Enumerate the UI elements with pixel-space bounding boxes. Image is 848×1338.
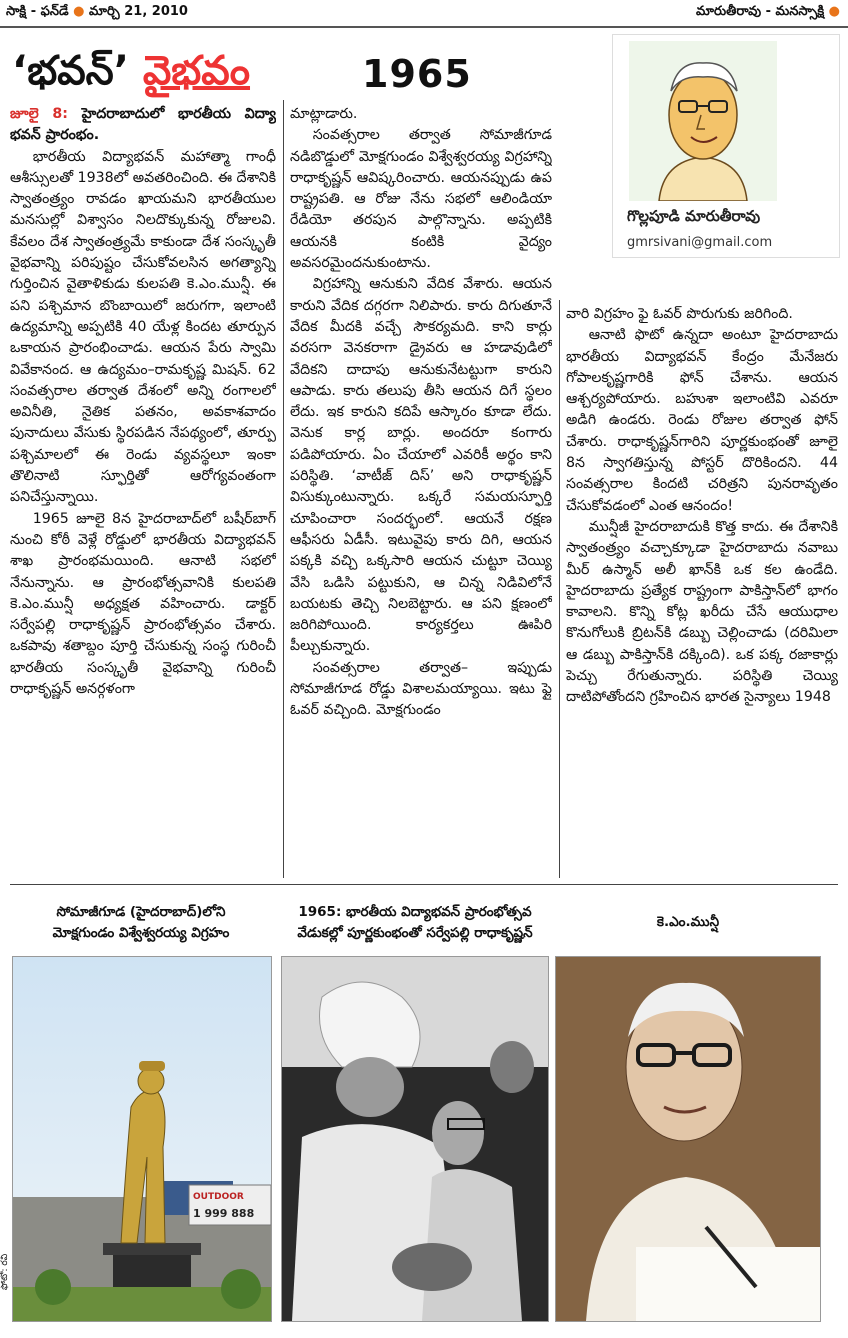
photo-radhakrishnan	[281, 956, 549, 1322]
caption-line: 1965: భారతీయ విద్యాభవన్ ప్రారంభోత్సవ	[298, 904, 532, 920]
munshi-portrait-icon	[556, 957, 820, 1321]
lead-paragraph	[10, 104, 276, 147]
lead-text: హైదరాబాదులో భారతీయ విద్యా భవన్ ప్రారంభం.	[10, 106, 276, 144]
author-name: గొల్లపూడి మారుతీరావు	[627, 207, 761, 225]
article-column-2	[290, 104, 552, 880]
billboard-number: 1 999 888	[193, 1207, 255, 1220]
header-left	[6, 4, 188, 22]
article-year: 1965	[362, 52, 472, 96]
photo-credit: ఫోటో: రవి	[0, 1253, 10, 1290]
title-accent: వైభవం	[142, 48, 251, 94]
caption-statue	[12, 902, 270, 944]
paragraph: విగ్రహాన్ని ఆనుకుని వేదిక వేశారు. ఆయన కారుని వేదిక దగ్గరగా నిలిపారు. కారు దిగుతూనే వేదిక మీదకి వచ్చే సౌకర్యమది. కాని కార్లు వరసగా వెనకరాగా డ్రైవరు ఆ హడావుడిలో వేదికని దాదాపు ఆనుకునేటట్టుగా కారుని ఆపాడు. కారు తలుపు తీసి ఆయన దిగే స్థలం లేదు. ఇక కారుని కదిపే ఆస్కారం కూడా లేదు. వెనుక కార్ల బార్లు. అందరూ కంగారు పడిపోయారు. ఏం చేయాలో ఎవరికీ అర్థం కాని పరిస్థితి. ‘వాటీజ్ దిస్’ అని రాధాకృష్ణన్ విసుక్కుంటున్నారు. ఒక్కరే సమయస్ఫూర్తి చూపించారా సందర్భంలో. ఆయనే రక్షణ ఆఫీసరు ఏడీసీ. ఇటువైపు కారు దిగి, ఆయన పక్కకి వచ్చి ఒక్కసారి ఆయన చుట్టూ చెయ్యి వేసి ఒడిసి పట్టుకుని, ఆ చిన్న నిడివిలోనే బయటకు తెచ్చి నిలబెట్టారు. ఆ పని క్షణంలో జరిగిపోయింది. కార్యకర్తలు ఊపిరి పీల్చుకున్నారు.	[290, 276, 552, 655]
column-name: మారుతీరావు - మనస్సాక్షి	[696, 4, 825, 19]
caption-line: మోక్షగుండం విశ్వేశ్వరయ్య విగ్రహం	[52, 925, 230, 941]
author-box	[612, 34, 840, 258]
caption-radhakrishnan	[282, 902, 548, 944]
author-portrait	[629, 41, 777, 201]
bullet-dot-icon: ●	[828, 4, 840, 19]
publication-label: సాక్షి - ఫన్‌డే	[6, 4, 69, 19]
lead-date: జూలై 8:	[10, 106, 68, 122]
page-header	[0, 0, 848, 28]
paragraph: సంవత్సరాల తర్వాత సోమాజీగూడ నడిబొడ్డులో మోక్షగుండం విశ్వేశ్వరయ్య విగ్రహాన్ని రాధాకృష్ణన్ ఆవిష్కరించారు. ఆయనప్పుడు ఉప రాష్ట్రపతి. ఆ రోజు నేను సభలో ఆలిండియా రేడియో తరపున పాల్గొన్నాను. అప్పటికి ఆయనకి కంటికి వైద్యం అవసరమైందనుకుంటాను.	[290, 127, 552, 272]
title-prefix: ‘భవన్’	[12, 48, 143, 94]
paragraph: ఆనాటి ఫొటో ఉన్నదా అంటూ హైదరాబాదు భారతీయ విద్యాభవన్ కేంద్రం మేనేజరు గోపాలకృష్ణగారికి ఫోన్ చేశాను. ఆయన ఆశ్చర్యపోయారు. బహుశా ఇలాంటివి ఎవరూ అడిగి ఉండరు. రెండు రోజుల తర్వాత ఫోన్ చేశారు. రాధాకృష్ణన్‌గారిని పూర్ణకుంభంతో జూలై 8న స్వాగతిస్తున్న పోస్టర్ దొరికిందని. 44 సంవత్సరాల కిందటి చరిత్రని పునరావృతం చేసుకోవడంలో ఎంత ఆనందం!	[566, 327, 838, 514]
bullet-dot-icon: ●	[73, 4, 85, 19]
paragraph: మాట్లాడారు.	[290, 106, 358, 122]
caption-line: కె.ఎం.మున్షీ	[656, 914, 720, 930]
header-right	[696, 4, 840, 22]
photo-munshi	[555, 956, 821, 1322]
caption-line: వేడుకల్లో పూర్ణకుంభంతో సర్వేపల్లి రాధాకృష్ణన్	[297, 925, 533, 941]
column-divider	[559, 300, 560, 878]
caption-munshi	[556, 912, 820, 933]
ceremony-photo-icon	[282, 957, 548, 1321]
paragraph: సంవత్సరాల తర్వాత– ఇప్పుడు సోమాజీగూడ రోడ్డు విశాలమయ్యాయి. ఇటు ఫ్లై ఓవర్ వచ్చింది. మోక్షగుండం	[290, 659, 552, 719]
article-title	[12, 48, 250, 104]
billboard-title: OUTDOOR	[193, 1192, 244, 1202]
column-divider	[283, 100, 284, 878]
author-caricature-icon	[629, 41, 777, 201]
article-column-3	[566, 304, 838, 880]
photo-statue	[12, 956, 272, 1322]
paragraph: మున్షీజీ హైదరాబాదుకి కొత్త కాదు. ఈ దేశానికి స్వాతంత్ర్యం వచ్చాక్కూడా హైదరాబాదు నవాబు మీర్ ఉస్మాన్ అలీ ఖాన్‌కి ఒక కల ఉండేది. హైదరాబాదు ప్రత్యేక రాష్ట్రంగా పాకిస్తాన్‌లో భాగం కావాలని. కొన్ని కోట్ల ఖరీదు చేసే ఆయుధాల కొనుగోలుకి బ్రిటన్‌కి డబ్బు చెల్లించాడు (దరిమిలా ఆ డబ్బు పాకిస్తాన్‌కి దక్కింది). ఒక పక్క రజాకార్లు పెచ్చు రేగుతున్నారు. పరిస్థితి చెయ్యి దాటిపోతోందని గ్రహించిన భారత సైన్యాలు 1948	[566, 518, 838, 706]
paragraph: భారతీయ విద్యాభవన్ మహాత్మా గాంధీ ఆశీస్సులతో 1938లో అవతరించింది. ఈ దేశానికి స్వాతంత్ర్యం రావడం ఖాయమని భారతీయుల మనసుల్లో విశ్వాసం నిలదొక్కుకున్న రోజులవి. కేవలం దేశ స్వాతంత్ర్యమే కాకుండా దేశ సంస్కృతీ వైభవాన్ని పరిపుష్టం చేసుకోవలసిన అగత్యాన్ని గుర్తించిన వైతాళికుడు కులపతి కె.ఎం.మున్షీ. ఈ పని పశ్చిమాన బొంబాయిలో జరుగగా, ఇలాంటి ఉద్యమాన్ని అప్పటికి 40 యేళ్ల కిందట తూర్పున ఒకాయన ప్రారంభించాడు. ఆయన పేరు స్వామి వివేకానంద. ఆ ఉద్యమం–రామకృష్ణ మిషన్. 62 సంవత్సరాల తర్వాత దేశంలో అన్ని రంగాలలో అవినీతి, నైతిక పతనం, అవకాశవాదం పునాదులు వేసుకు స్థిరపడిన నేపథ్యంలో, తూర్పు పశ్చిమాలలో ఈ రెండు వ్యవస్థలూ ఇంకా తొలినాటి స్ఫూర్తితో ఆరోగ్యవంతంగా పనిచేస్తున్నాయి.	[10, 148, 276, 506]
article-column-1	[10, 104, 276, 880]
header-date: మార్చి 21, 2010	[89, 4, 188, 19]
photo-section-divider	[10, 884, 838, 885]
caption-line: సోమాజీగూడ (హైదరాబాద్)లోని	[56, 904, 226, 920]
paragraph: 1965 జూలై 8న హైదరాబాద్‌లో బషీర్‌బాగ్ నుంచి కోఠీ వెళ్లే రోడ్డులో భారతీయ విద్యాభవన్ శాఖ ప్రారంభమయింది. ఆనాటి సభలో నేనున్నాను. ఆ ప్రారంభోత్సవానికి కులపతి కె.ఎం.మున్షీ అధ్యక్షత వహించారు. డాక్టర్ సర్వేపల్లి రాధాకృష్ణన్ ప్రారంభోత్సవం చేశారు. ఒకపావు శతాబ్దం పూర్తి చేసుకున్న సంస్థ గురించీ భారతీయ సంస్కృతీ వైభవాన్ని గురించీ రాధాకృష్ణన్ అనర్గళంగా	[10, 510, 276, 698]
statue-photo-icon	[13, 957, 271, 1321]
paragraph: వారి విగ్రహం ఫై ఓవర్ పొరుగుకు జరిగింది.	[566, 306, 793, 322]
author-email[interactable]: gmrsivani@gmail.com	[627, 235, 773, 250]
